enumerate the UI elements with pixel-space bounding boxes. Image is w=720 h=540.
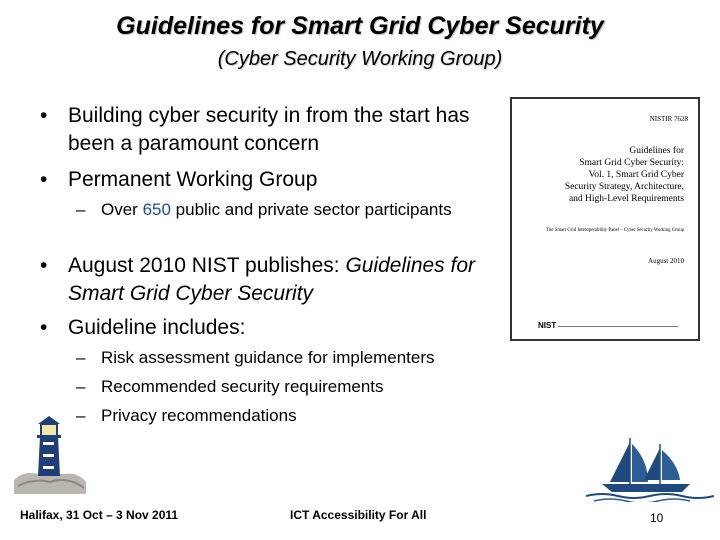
slide-title: Guidelines for Smart Grid Cyber Security [116,12,604,40]
cover-title [534,145,684,205]
cover-footer-rule [558,326,678,327]
sub-dash: – [76,200,86,219]
cover-date: August 2010 [648,257,684,265]
sub-text-prefix: Over [101,200,143,219]
bullet-text: Guideline includes: [68,316,246,339]
bullet-text [68,252,508,308]
sub-text [101,198,501,222]
sub-dash: – [76,377,86,396]
sub-text: Privacy recommendations [101,406,297,425]
cover-organization: The Smart Grid Interoperability Panel – Cyber Security Working Group [546,228,684,233]
footer-event-name: ICT Accessibility For All [290,508,427,522]
cover-title-line: Security Strategy, Architecture, [564,182,684,192]
bullet-text-plain: August 2010 NIST publishes: [68,254,346,277]
lighthouse-icon [14,414,86,494]
sub-dash: – [76,348,86,367]
sub-text-suffix: public and private sector participants [170,200,452,219]
cover-report-number: NISTIR 7628 [649,115,688,123]
page-number: 10 [650,511,664,525]
bullet-text: Permanent Working Group [68,168,318,191]
bullet-text: Building cyber security in from the start has been a paramount concern [68,104,470,155]
bullet-symbol: • [40,168,48,191]
sub-text: Risk assessment guidance for implementers [101,348,435,367]
participant-count: 650 [142,200,171,219]
bullet-symbol: • [40,316,48,339]
bullet-text-italic: Guidelines for Smart Grid Cyber Security [68,254,476,305]
sailing-ship-icon [586,436,714,502]
report-cover-image [510,97,700,341]
sub-dash: – [76,406,86,425]
bullet-symbol: • [40,254,48,277]
cover-title-line: Guidelines for [629,146,684,156]
cover-nist-logo: NIST [538,321,557,330]
sub-text: Recommended security requirements [101,377,384,396]
bullet-symbol: • [40,104,48,127]
slide-subtitle: (Cyber Security Working Group) [217,48,503,70]
cover-title-line: Smart Grid Cyber Security: [579,158,684,168]
cover-title-line: Vol. 1, Smart Grid Cyber [588,170,684,180]
cover-title-line: and High-Level Requirements [568,194,684,204]
footer-location-date: Halifax, 31 Oct – 3 Nov 2011 [20,508,179,522]
